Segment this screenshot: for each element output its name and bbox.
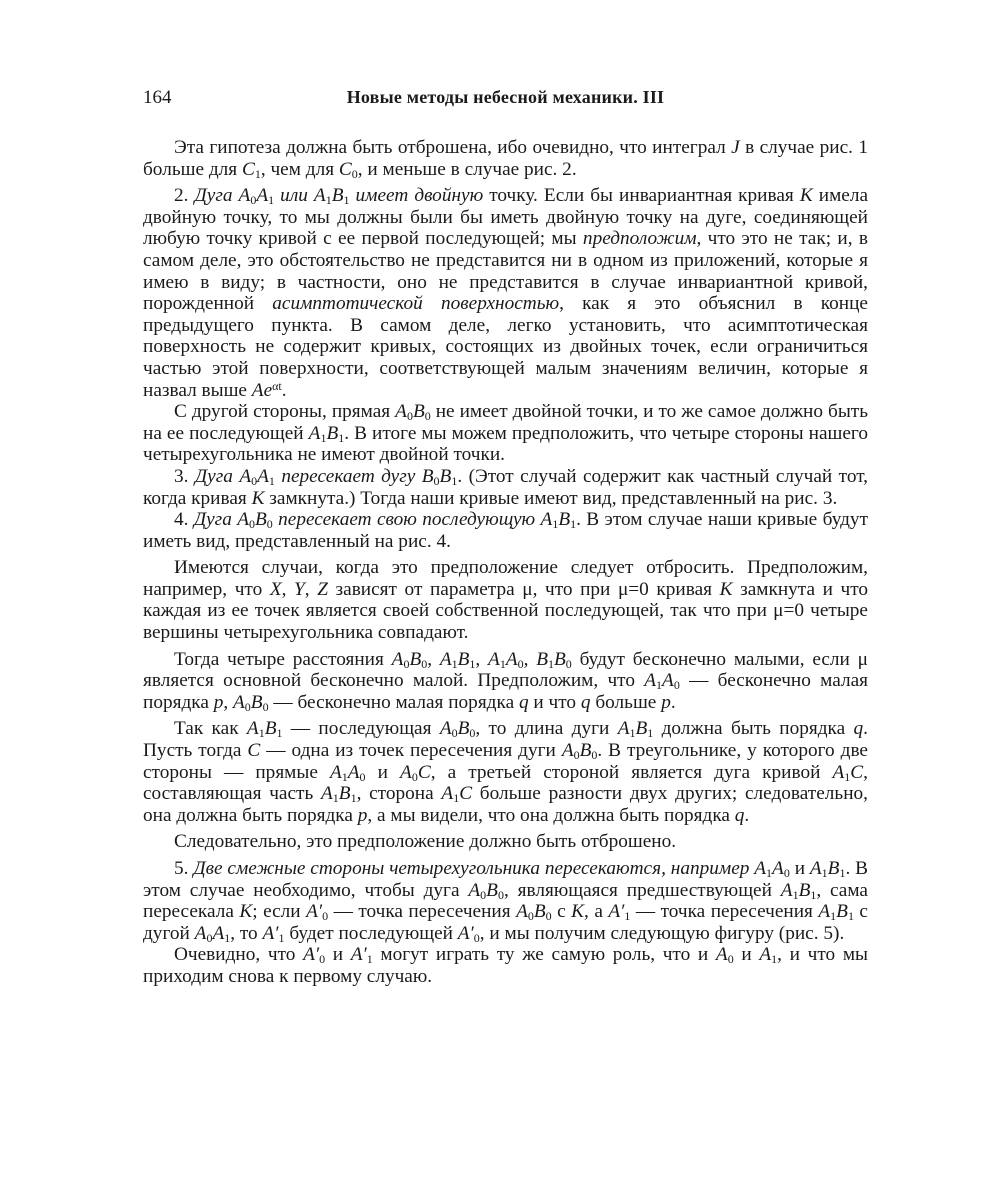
text-run: 1: [451, 473, 458, 488]
text-run: будет последующей: [284, 922, 458, 944]
text-run: A: [488, 648, 500, 670]
text-run: — точка пересечения: [328, 901, 517, 923]
text-run: .: [670, 691, 676, 713]
text-run: A: [715, 944, 728, 966]
text-run: 0: [433, 473, 440, 488]
text-run: q: [734, 804, 745, 826]
text-run: C: [247, 740, 261, 762]
text-run: С другой стороны, прямая: [174, 401, 396, 423]
text-run: больше: [590, 691, 662, 713]
text-run: .: [281, 379, 287, 401]
text-run: C: [850, 761, 864, 783]
paragraph: [143, 944, 868, 987]
text-run: K: [251, 487, 265, 509]
text-run: A: [439, 648, 452, 670]
text-run: αt: [272, 378, 282, 393]
text-run: A: [246, 718, 259, 740]
text-run: A: [194, 922, 207, 944]
text-run: , составляющая часть: [143, 761, 868, 805]
text-run: A: [644, 670, 657, 692]
paragraph: [143, 185, 868, 401]
text-run: 0: [351, 166, 358, 181]
text-run: 0: [319, 952, 326, 967]
text-run: пересекает дугу B: [274, 465, 434, 487]
text-run: A: [256, 185, 269, 207]
text-run: 1: [656, 678, 663, 693]
text-run: Так как: [174, 718, 247, 740]
paragraph: [143, 557, 868, 643]
text-run: 1: [268, 473, 275, 488]
text-run: , а: [584, 901, 609, 923]
text-run: B: [798, 879, 811, 901]
text-run: точку. Если бы инвариантная кривая: [483, 185, 800, 207]
paragraph: [143, 466, 868, 509]
page-number: 164: [143, 87, 172, 108]
text-run: Две смежные стороны четырехугольника пересекаются, например: [193, 858, 750, 879]
text-run: , то длина дуги: [475, 718, 618, 740]
text-run: с: [551, 901, 572, 923]
text-run: ; если: [252, 901, 307, 923]
text-run: B: [533, 901, 546, 923]
text-run: Тогда четыре расстояния: [174, 648, 392, 670]
text-run: B: [554, 648, 566, 670]
text-run: 1: [570, 517, 577, 532]
text-run: 1: [258, 726, 265, 741]
text-run: 0: [527, 909, 534, 924]
text-run: ,: [223, 691, 234, 713]
text-run: 1: [224, 930, 231, 945]
paragraph: [143, 401, 868, 466]
text-run: — бесконечно малая порядка: [268, 691, 519, 713]
text-run: . Пусть тогда: [143, 718, 868, 762]
text-run: 1: [325, 193, 332, 208]
text-run: 0: [497, 887, 504, 902]
paragraph: [143, 858, 868, 944]
text-run: — последующая: [282, 718, 440, 740]
text-run: — точка пересечения: [630, 901, 819, 923]
text-run: A: [832, 761, 845, 783]
text-run: A: [754, 858, 767, 879]
text-run: 1: [771, 952, 778, 967]
text-run: K: [571, 901, 585, 923]
text-run: не имеет двойной точки, и то же самое должно быть на ее последующей: [143, 401, 868, 444]
text-run: 1: [453, 791, 460, 806]
text-run: 1: [343, 193, 350, 208]
page-body: [143, 137, 868, 993]
text-run: B: [264, 718, 277, 740]
text-run: — одна из точек пересечения дуги: [260, 740, 562, 762]
text-run: , а мы видели, что она должна быть порядка: [367, 804, 735, 826]
text-run: 1: [552, 517, 559, 532]
text-run: 0: [251, 473, 258, 488]
text-run: C: [338, 158, 352, 180]
text-run: должна быть порядка: [653, 718, 854, 740]
text-run: B: [250, 691, 263, 713]
text-run: C: [417, 761, 431, 783]
text-run: B: [457, 718, 470, 740]
text-run: 0: [480, 887, 487, 902]
text-run: B: [409, 648, 422, 670]
text-run: и: [325, 944, 351, 966]
text-run: больше разности двух других; следовательно, она должна быть порядка: [143, 783, 868, 826]
text-run: .: [744, 804, 750, 826]
text-run: C: [241, 158, 255, 180]
text-run: A: [617, 718, 630, 740]
text-run: Дуга A: [194, 465, 252, 487]
text-run: 3.: [174, 465, 195, 487]
text-run: 1: [847, 909, 854, 924]
text-run: имеет двойную: [349, 185, 484, 207]
text-run: предположим: [582, 228, 697, 250]
text-run: 0: [403, 656, 410, 671]
text-run: A′: [608, 901, 625, 923]
text-run: 1: [278, 930, 285, 945]
paragraph: [143, 137, 868, 180]
text-run: 0: [206, 930, 213, 945]
text-run: 0: [565, 656, 572, 671]
text-run: 1: [469, 656, 476, 671]
text-run: B: [338, 783, 351, 805]
text-run: A: [395, 401, 407, 423]
paragraph: [143, 649, 868, 714]
text-run: и: [365, 761, 401, 783]
text-run: B: [836, 901, 848, 923]
text-run: B: [326, 422, 339, 444]
text-run: C: [459, 783, 473, 805]
text-run: A: [308, 422, 321, 444]
text-run: 0: [411, 769, 418, 784]
text-run: — бесконечно малая порядка: [143, 670, 868, 713]
text-run: 1: [338, 430, 345, 445]
text-run: 0: [250, 193, 257, 208]
text-run: A: [257, 465, 269, 487]
text-run: K: [719, 578, 733, 600]
text-run: q: [853, 718, 864, 740]
text-run: B: [439, 465, 452, 487]
text-run: B: [558, 509, 571, 531]
text-run: A: [329, 761, 342, 783]
text-run: , а третьей стороной является дуга кривой: [430, 761, 833, 783]
text-run: 0: [359, 769, 366, 784]
text-run: Следовательно, это предположение должно быть отброшено.: [174, 831, 677, 853]
text-run: A′: [350, 944, 367, 966]
text-run: . В итоге мы можем предположить, что четыре стороны нашего четырехугольника не имеют двойной точки.: [143, 422, 868, 466]
text-run: 1: [821, 866, 828, 880]
text-run: 0: [421, 656, 428, 671]
text-run: ,: [427, 648, 440, 670]
text-run: 1: [276, 726, 283, 741]
text-run: A: [347, 761, 360, 783]
paragraph: [143, 831, 868, 853]
text-run: . В треугольнике, у которого две стороны — прямые: [143, 740, 868, 783]
text-run: 1: [810, 887, 817, 902]
text-run: B: [536, 648, 549, 670]
text-run: замкнута.) Тогда наши кривые имеют вид, представленный на рис. 3.: [264, 487, 838, 509]
text-run: K: [799, 185, 813, 207]
text-run: A′: [303, 944, 320, 966]
text-run: 1: [320, 430, 327, 445]
text-run: A: [439, 718, 452, 740]
text-run: A′: [306, 901, 323, 923]
text-run: и что: [528, 691, 581, 713]
text-run: 0: [266, 517, 273, 532]
text-run: Дуга A: [193, 509, 249, 531]
text-run: A: [212, 922, 225, 944]
text-run: 1: [451, 656, 458, 671]
text-run: будут бесконечно малыми, если μ является основной бесконечно малой. Предположим, что: [143, 648, 869, 692]
text-run: p: [661, 691, 671, 713]
text-run: B: [635, 718, 648, 740]
text-run: 1: [366, 952, 373, 967]
text-run: , и мы получим следующую фигуру (рис. 5).: [479, 922, 845, 944]
text-run: Дуга A: [194, 185, 251, 207]
text-run: 1: [332, 791, 339, 806]
text-run: , сторона: [356, 783, 442, 805]
text-run: B: [412, 401, 425, 423]
text-run: 1: [548, 656, 555, 671]
text-run: 0: [244, 699, 251, 714]
text-run: J: [731, 137, 740, 158]
text-run: , как я это объяснил в конце предыдущего пункта. В самом деле, легко установить, что асимптотическая поверхность не содержит кривых, состоящих из двойных точек, если ограничиться частью этой поверхности, соответствующей малым значениям величин, которые я назвал выше: [143, 293, 868, 401]
text-run: , чем для: [260, 158, 339, 180]
text-run: Y: [294, 578, 305, 600]
text-run: и: [733, 944, 760, 966]
text-run: , являющаяся предшествующей: [503, 879, 781, 901]
text-run: 0: [451, 726, 458, 741]
paragraph: [143, 509, 868, 552]
text-run: , и меньше в случае рис. 2.: [357, 158, 577, 180]
text-run: Эта гипотеза должна быть отброшена, ибо очевидно, что интеграл: [174, 137, 732, 158]
running-title: Новые методы небесной механики. III: [346, 87, 665, 107]
text-run: B: [255, 509, 267, 531]
text-run: или A: [274, 185, 326, 207]
text-run: 0: [591, 748, 598, 763]
text-run: 1: [499, 656, 506, 671]
text-run: 1: [350, 791, 357, 806]
text-run: 0: [249, 517, 255, 532]
text-run: 2.: [174, 185, 195, 207]
text-run: 4.: [174, 509, 194, 531]
text-run: 1: [341, 769, 348, 784]
text-run: Z: [317, 578, 328, 600]
text-run: K: [239, 901, 253, 923]
page-header: [143, 87, 868, 115]
text-run: 0: [473, 930, 480, 945]
text-run: Имеются случаи, когда это предположение следует отбросить. Предположим, например, что: [143, 557, 868, 600]
text-run: ,: [281, 578, 295, 600]
text-run: Ae: [251, 379, 273, 401]
text-run: A: [233, 691, 245, 713]
text-run: 0: [322, 909, 329, 924]
text-run: 1: [268, 193, 275, 208]
text-run: B: [486, 879, 498, 901]
text-run: p: [213, 691, 224, 713]
text-run: . В этом случае наши кривые будут иметь вид, представленный на рис. 4.: [143, 509, 868, 552]
text-run: 1: [766, 866, 773, 880]
text-run: A: [818, 901, 831, 923]
text-run: 0: [783, 866, 790, 880]
text-run: A: [505, 648, 518, 670]
text-run: q: [580, 691, 591, 713]
text-run: Очевидно, что: [174, 944, 304, 966]
text-run: замкнута и что каждая из ее точек является своей собственной последующей, так что при μ=0 четыре вершины четырехугольника совпадают.: [143, 578, 869, 644]
text-run: 0: [573, 748, 580, 763]
text-run: с дугой: [143, 901, 868, 944]
text-run: 1: [830, 909, 837, 924]
text-run: могут играть ту же самую роль, что и: [372, 944, 716, 966]
text-run: 0: [727, 952, 734, 967]
text-run: A: [772, 858, 784, 879]
text-run: A: [391, 648, 404, 670]
text-run: имела двойную точку, то мы должны были бы иметь двойную точку на дуге, соединяющей любую точку кривой с ее первой последующей; мы: [143, 185, 869, 250]
text-run: зависят от параметра μ, что при μ=0 кривая: [327, 578, 720, 600]
text-run: . (Этот случай содержит как частный случай тот, когда кривая: [143, 465, 869, 509]
text-run: 1: [792, 887, 799, 902]
text-run: 5.: [174, 858, 194, 879]
text-run: и: [789, 858, 810, 879]
text-run: A: [321, 783, 333, 805]
text-run: A′: [262, 922, 279, 944]
text-run: 0: [424, 409, 431, 424]
text-run: 0: [517, 656, 524, 671]
text-run: X: [269, 578, 282, 600]
text-run: 1: [844, 769, 851, 784]
text-run: 0: [545, 909, 552, 924]
text-run: , что это не так; и, в самом деле, это обстоятельство не представится ни в одном из приложений, которые я имею в виду; в частности, оно не представится в случае инвариантной кривой, порожденной: [143, 228, 868, 315]
text-run: ,: [475, 648, 489, 670]
text-run: пересекает свою последующую A: [272, 509, 553, 531]
text-run: A: [468, 879, 481, 901]
text-run: , сама пересекала: [143, 879, 868, 923]
text-run: B: [579, 740, 592, 762]
text-run: A: [662, 670, 674, 692]
text-run: 1: [647, 726, 654, 741]
text-run: 0: [406, 409, 413, 424]
text-run: . В этом случае необходимо, чтобы дуга: [143, 858, 868, 901]
text-run: A: [780, 879, 793, 901]
text-run: ,: [523, 648, 537, 670]
text-run: B: [457, 648, 470, 670]
text-run: A: [400, 761, 412, 783]
text-run: A: [516, 901, 528, 923]
text-run: , и что мы приходим снова к первому случаю.: [143, 944, 868, 987]
text-run: ,: [304, 578, 318, 600]
text-run: асимптотической поверхностью: [272, 293, 560, 315]
text-run: 1: [254, 166, 261, 181]
text-run: 0: [469, 726, 476, 741]
text-run: A: [441, 783, 454, 805]
paragraph: [143, 718, 868, 826]
text-run: p: [357, 804, 368, 826]
text-run: A: [809, 858, 822, 879]
text-run: 0: [262, 699, 269, 714]
text-run: B: [827, 858, 840, 879]
text-run: 1: [629, 726, 636, 741]
text-run: 1: [839, 866, 846, 880]
text-run: A: [759, 944, 772, 966]
text-run: 1: [624, 909, 631, 924]
text-run: в случае рис. 1 больше для: [143, 137, 868, 180]
text-run: A′: [457, 922, 474, 944]
text-run: , то: [230, 922, 263, 944]
text-run: A: [561, 740, 574, 762]
text-run: B: [331, 185, 344, 207]
text-run: q: [518, 691, 529, 713]
text-run: 0: [673, 678, 680, 693]
